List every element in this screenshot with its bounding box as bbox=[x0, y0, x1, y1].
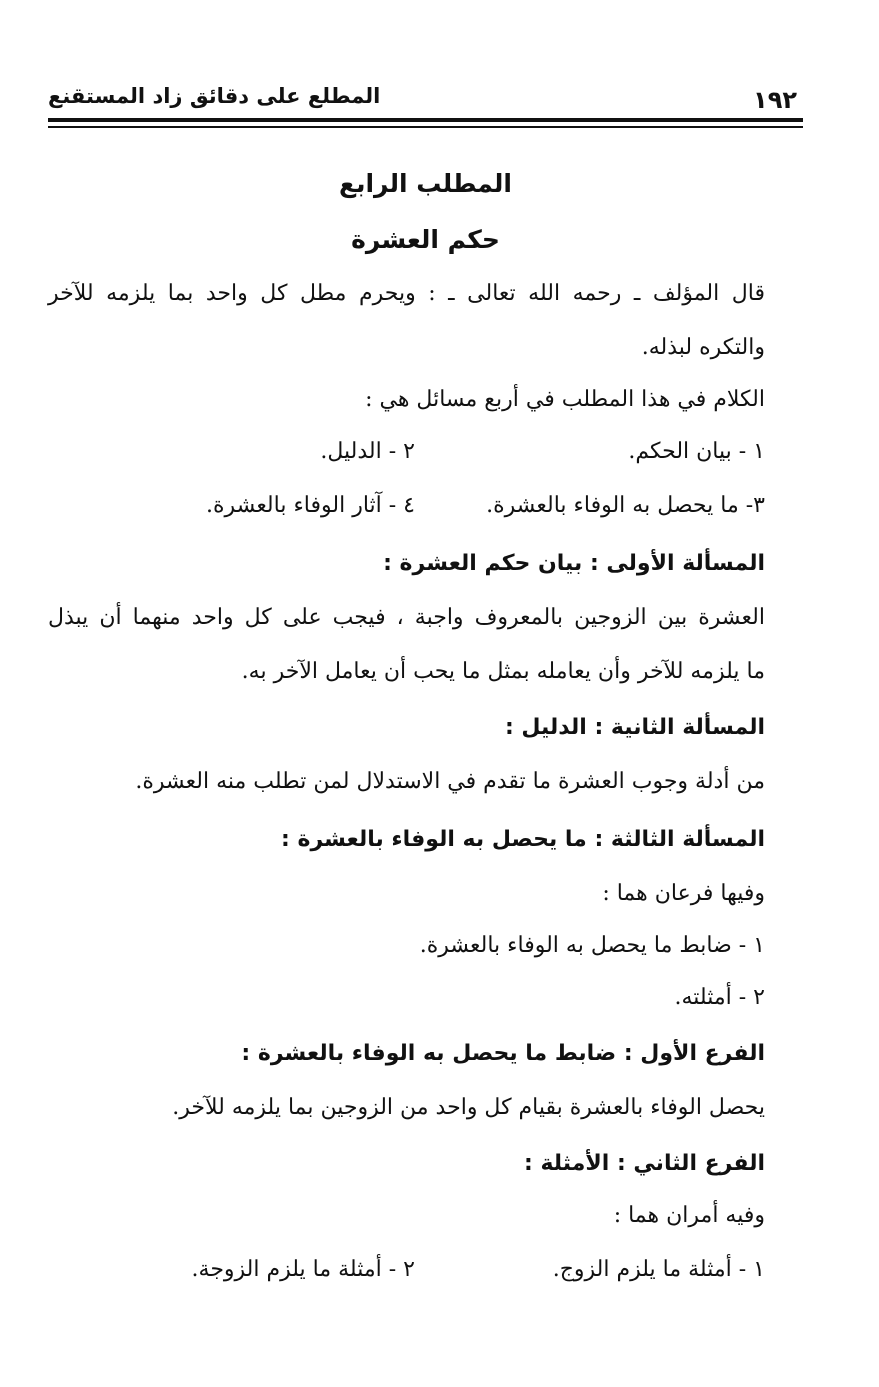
branch-2-heading: الفرع الثاني : الأمثلة : bbox=[524, 1151, 765, 1176]
issue-3-heading: المسألة الثالثة : ما يحصل به الوفاء بالعشرة : bbox=[281, 827, 765, 852]
page-number: ١٩٢ bbox=[753, 86, 797, 114]
branch-2-item: ٢ - أمثلة ما يلزم الزوجة. bbox=[191, 1257, 415, 1282]
book-title: المطلع على دقائق زاد المستقنع bbox=[48, 84, 381, 108]
branch-2-intro: وفيه أمران هما : bbox=[613, 1203, 765, 1228]
issue-2-line-1: من أدلة وجوب العشرة ما تقدم في الاستدلال لمن تطلب منه العشرة. bbox=[135, 769, 765, 794]
issue-1-line-1: العشرة بين الزوجين بالمعروف واجبة ، فيجب على كل واحد منهما أن يبذل bbox=[48, 605, 765, 630]
issue-list-item: ٣- ما يحصل به الوفاء بالعشرة. bbox=[486, 493, 765, 518]
section-title: المطلب الرابع bbox=[339, 169, 512, 198]
intro-paragraph: الكلام في هذا المطلب في أربع مسائل هي : bbox=[365, 387, 765, 412]
issue-3-intro: وفيها فرعان هما : bbox=[602, 881, 765, 906]
header-rule-thick bbox=[48, 118, 803, 122]
issue-3-item: ٢ - أمثلته. bbox=[674, 985, 765, 1010]
book-page bbox=[48, 0, 803, 1387]
section-subtitle: حكم العشرة bbox=[351, 225, 500, 254]
issue-1-line-2: ما يلزمه للآخر وأن يعامله بمثل ما يحب أن يعامل الآخر به. bbox=[241, 659, 765, 684]
issue-list-item: ٤ - آثار الوفاء بالعشرة. bbox=[206, 493, 415, 518]
issue-list-item: ٢ - الدليل. bbox=[320, 439, 415, 464]
issue-1-heading: المسألة الأولى : بيان حكم العشرة : bbox=[383, 551, 765, 576]
quote-line-2: والتكره لبذله. bbox=[641, 335, 765, 360]
issue-3-item: ١ - ضابط ما يحصل به الوفاء بالعشرة. bbox=[419, 933, 765, 958]
issue-list-item: ١ - بيان الحكم. bbox=[628, 439, 765, 464]
branch-2-item: ١ - أمثلة ما يلزم الزوج. bbox=[552, 1257, 765, 1282]
issue-2-heading: المسألة الثانية : الدليل : bbox=[504, 715, 765, 740]
branch-1-heading: الفرع الأول : ضابط ما يحصل به الوفاء بالعشرة : bbox=[241, 1041, 765, 1066]
header-rule-thin bbox=[48, 126, 803, 128]
running-head bbox=[48, 84, 803, 120]
quote-line-1: قال المؤلف ـ رحمه الله تعالى ـ : ويحرم مطل كل واحد بما يلزمه للآخر bbox=[48, 281, 765, 306]
branch-1-line-1: يحصل الوفاء بالعشرة بقيام كل واحد من الزوجين بما يلزمه للآخر. bbox=[172, 1095, 765, 1120]
